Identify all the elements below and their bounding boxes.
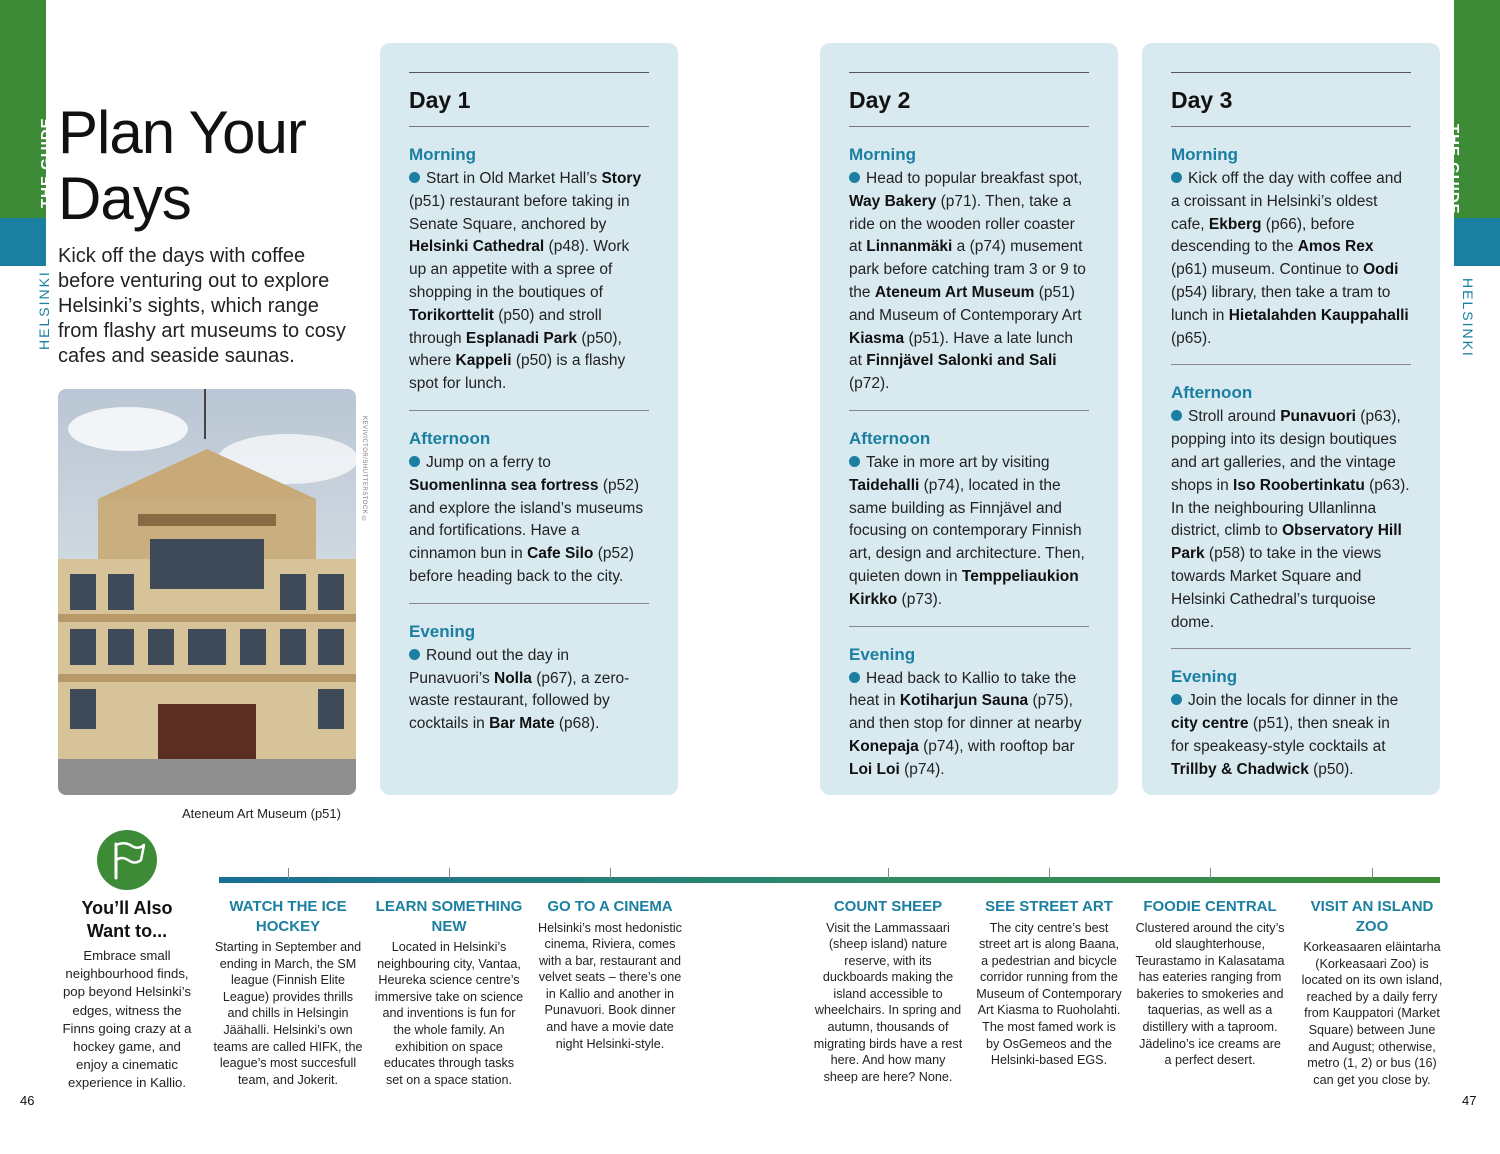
section-title: Afternoon xyxy=(409,428,491,448)
section-body: Start in Old Market Hall’s Story (p51) restaurant before taking in Senate Square, anchored by Helsinki Cathedral (p48). Work up an appetite with a spree of shopping in the boutiques of Torikorttelit (p50) and stroll through Esplanadi Park (p50), where Kappeli (p50) is a flashy spot for lunch. xyxy=(409,170,642,393)
also-title: You’ll Also Want to... xyxy=(81,898,173,941)
activity-title: COUNT SHEEP xyxy=(833,898,943,915)
timeline-tick xyxy=(610,868,611,879)
page-number-left: 46 xyxy=(20,1093,35,1108)
section-body: Round out the day in Punavuori’s Nolla (p67), a zero-waste restaurant, followed by cocktails in Bar Mate (p68). xyxy=(409,646,630,733)
section-title: Morning xyxy=(409,145,477,164)
day-title: Day 1 xyxy=(409,72,649,127)
section-body: Take in more art by visiting Taidehalli (p74), located in the same building as Finnjävel and focusing on contemporary Finnish art, design and architecture. Then, quieten down in Temppeliaukion Kirkko (p73). xyxy=(849,453,1085,608)
right-tab-label: THE GUIDE xyxy=(1445,124,1462,215)
also-body: Embrace small neighbourhood finds, pop beyond Helsinki’s edges, witness the Finns going crazy at a hockey game, and enjoy a cinematic experience in Kallio. xyxy=(62,948,192,1091)
left-chapter-label: HELSINKI xyxy=(36,270,52,350)
activity-body: Starting in September and ending in March, the SM league (Finnish Elite League) provides thrills and chills in Helsingin Jäähalli. Helsinki’s own teams are called HIFK, the league’s most succesfull team, and Jokerit. xyxy=(213,940,363,1087)
section-title: Afternoon xyxy=(849,428,931,448)
day-title: Day 3 xyxy=(1171,72,1411,127)
day-title: Day 2 xyxy=(849,72,1089,127)
section-body: Stroll around Punavuori (p63), popping into its design boutiques and art galleries, and the vintage shops in Iso Roobertinkatu (p63). In the neighbouring Ullanlinna district, climb to Observatory Hill Park (p58) to take in the views towards Market Square and Helsinki Cathedral’s turquoise dome. xyxy=(1171,408,1410,631)
activity-title: LEARN SOMETHING NEW xyxy=(375,898,523,935)
day-section-afternoon xyxy=(409,411,649,604)
page-title xyxy=(58,100,306,232)
bullet-icon xyxy=(849,456,860,467)
day-card xyxy=(380,43,678,795)
activity-item xyxy=(374,897,524,1088)
activity-title: FOODIE CENTRAL xyxy=(1143,898,1277,915)
timeline-tick xyxy=(449,868,450,879)
day-section-evening xyxy=(409,604,649,750)
timeline-tick xyxy=(888,868,889,879)
timeline-bar xyxy=(219,877,1440,883)
section-body: Head to popular breakfast spot, Way Bakery (p71). Then, take a ride on the wooden roller coaster at Linnanmäki a (p74) musement park before catching tram 3 or 9 to the Ateneum Art Museum (p51) and Museum of Contemporary Art Kiasma (p51). Have a late lunch at Finnjävel Salonki and Sali (p72). xyxy=(849,170,1086,393)
activity-item xyxy=(813,897,963,1085)
section-title: Evening xyxy=(1171,667,1238,687)
day-card xyxy=(820,43,1118,795)
title-line-1: Plan Your xyxy=(58,99,306,166)
bullet-icon xyxy=(849,172,860,183)
bullet-icon xyxy=(1171,694,1182,705)
timeline-tick xyxy=(288,868,289,879)
timeline-tick xyxy=(1210,868,1211,879)
ateneum-photo xyxy=(58,389,356,795)
right-chapter-label: HELSINKI xyxy=(1460,278,1476,358)
timeline-tick xyxy=(1049,868,1050,879)
day-section-morning xyxy=(849,127,1089,411)
section-title: Afternoon xyxy=(1171,383,1253,403)
activity-item xyxy=(1297,897,1447,1088)
bullet-icon xyxy=(1171,410,1182,421)
day-card xyxy=(1142,43,1440,795)
day-section-afternoon xyxy=(849,411,1089,627)
section-title: Evening xyxy=(849,644,916,664)
flag-icon xyxy=(97,830,157,890)
photo-credit: KEVIVICTOR/SHUTTERSTOCK © xyxy=(361,416,367,523)
day-section-morning xyxy=(1171,127,1411,365)
activity-item xyxy=(213,897,363,1088)
left-tab-label: THE GUIDE xyxy=(38,117,55,208)
day-section-evening xyxy=(849,627,1089,796)
section-body: Kick off the day with coffee and a croissant in Helsinki’s oldest cafe, Ekberg (p66), before descending to the Amos Rex (p61) museum. Continue to Oodi (p54) library, then take a tram to lunch in Hietalahden Kauppahalli (p65). xyxy=(1171,170,1409,347)
day-section-evening xyxy=(1171,649,1411,795)
bullet-icon xyxy=(849,672,860,683)
section-body: Join the locals for dinner in the city centre (p51), then sneak in for speakeasy-style cocktails at Trillby & Chadwick (p50). xyxy=(1171,692,1399,778)
day-section-morning xyxy=(409,127,649,411)
activity-body: Clustered around the city’s old slaughterhouse, Teurastamo in Kalasatama has eateries ranging from bakeries to smokeries and taquerias, as well as a distillery with a taproom. Jädelino’s ice creams are a perfect desert. xyxy=(1135,920,1285,1068)
activity-title: VISIT AN ISLAND ZOO xyxy=(1310,898,1434,935)
intro-text: Kick off the days with coffee before venturing out to explore Helsinki’s sights, which range from flashy art museums to cosy cafes and seaside saunas. xyxy=(58,245,346,367)
activity-item xyxy=(1135,897,1285,1069)
bullet-icon xyxy=(409,649,420,660)
activity-title: WATCH THE ICE HOCKEY xyxy=(229,898,347,935)
activity-title: GO TO A CINEMA xyxy=(547,898,673,915)
section-title: Morning xyxy=(1171,145,1239,164)
activity-body: The city centre’s best street art is along Baana, a pedestrian and bicycle corridor running from the Museum of Contemporary Art Kiasma to Ruoholahti. The most famed work is by OsGemeos and the Helsinki-based EGS. xyxy=(976,920,1122,1068)
section-title: Morning xyxy=(849,145,917,164)
timeline-tick xyxy=(1372,868,1373,879)
photo-caption: Ateneum Art Museum (p51) xyxy=(182,806,341,821)
bullet-icon xyxy=(1171,172,1182,183)
title-line-2: Days xyxy=(58,165,191,232)
flag-badge xyxy=(97,830,157,890)
page-number-right: 47 xyxy=(1462,1093,1477,1108)
day-section-afternoon xyxy=(1171,365,1411,649)
activity-title: SEE STREET ART xyxy=(985,898,1113,915)
section-body: Jump on a ferry to Suomenlinna sea fortress (p52) and explore the island’s museums and fortifications. Have a cinnamon bun in Cafe Silo (p52) before heading back to the city. xyxy=(409,453,644,585)
bullet-icon xyxy=(409,456,420,467)
activity-body: Helsinki’s most hedonistic cinema, Riviera, comes with a bar, restaurant and velvet seats – there’s one in Kallio and another in Punavuori. Book dinner and have a movie date night Helsinki-style. xyxy=(538,920,682,1051)
activity-item xyxy=(974,897,1124,1069)
section-title: Evening xyxy=(409,621,476,641)
activity-body: Located in Helsinki’s neighbouring city, Vantaa, Heureka science centre’s immersive take on science and inventions is fun for the whole family. An exhibition on space educates through tasks set on a space station. xyxy=(374,940,524,1087)
bullet-icon xyxy=(409,172,420,183)
activity-item xyxy=(535,897,685,1052)
activity-body: Visit the Lammassaari (sheep island) nature reserve, with its duckboards making the island accessible to wheelchairs. In spring and autumn, thousands of migrating birds have a rest here. And how many sheep are here? None. xyxy=(813,920,963,1084)
activity-body: Korkeasaaren eläintarha (Korkeasaari Zoo) is located on its own island, reached by a daily ferry from Kauppatori (Market Square) between June and August; otherwise, metro (1, 2) or bus (16) can get you close by. xyxy=(1301,940,1443,1087)
section-body: Head back to Kallio to take the heat in Kotiharjun Sauna (p75), and then stop for dinner at nearby Konepaja (p74), with rooftop bar Loi Loi (p74). xyxy=(849,669,1082,778)
